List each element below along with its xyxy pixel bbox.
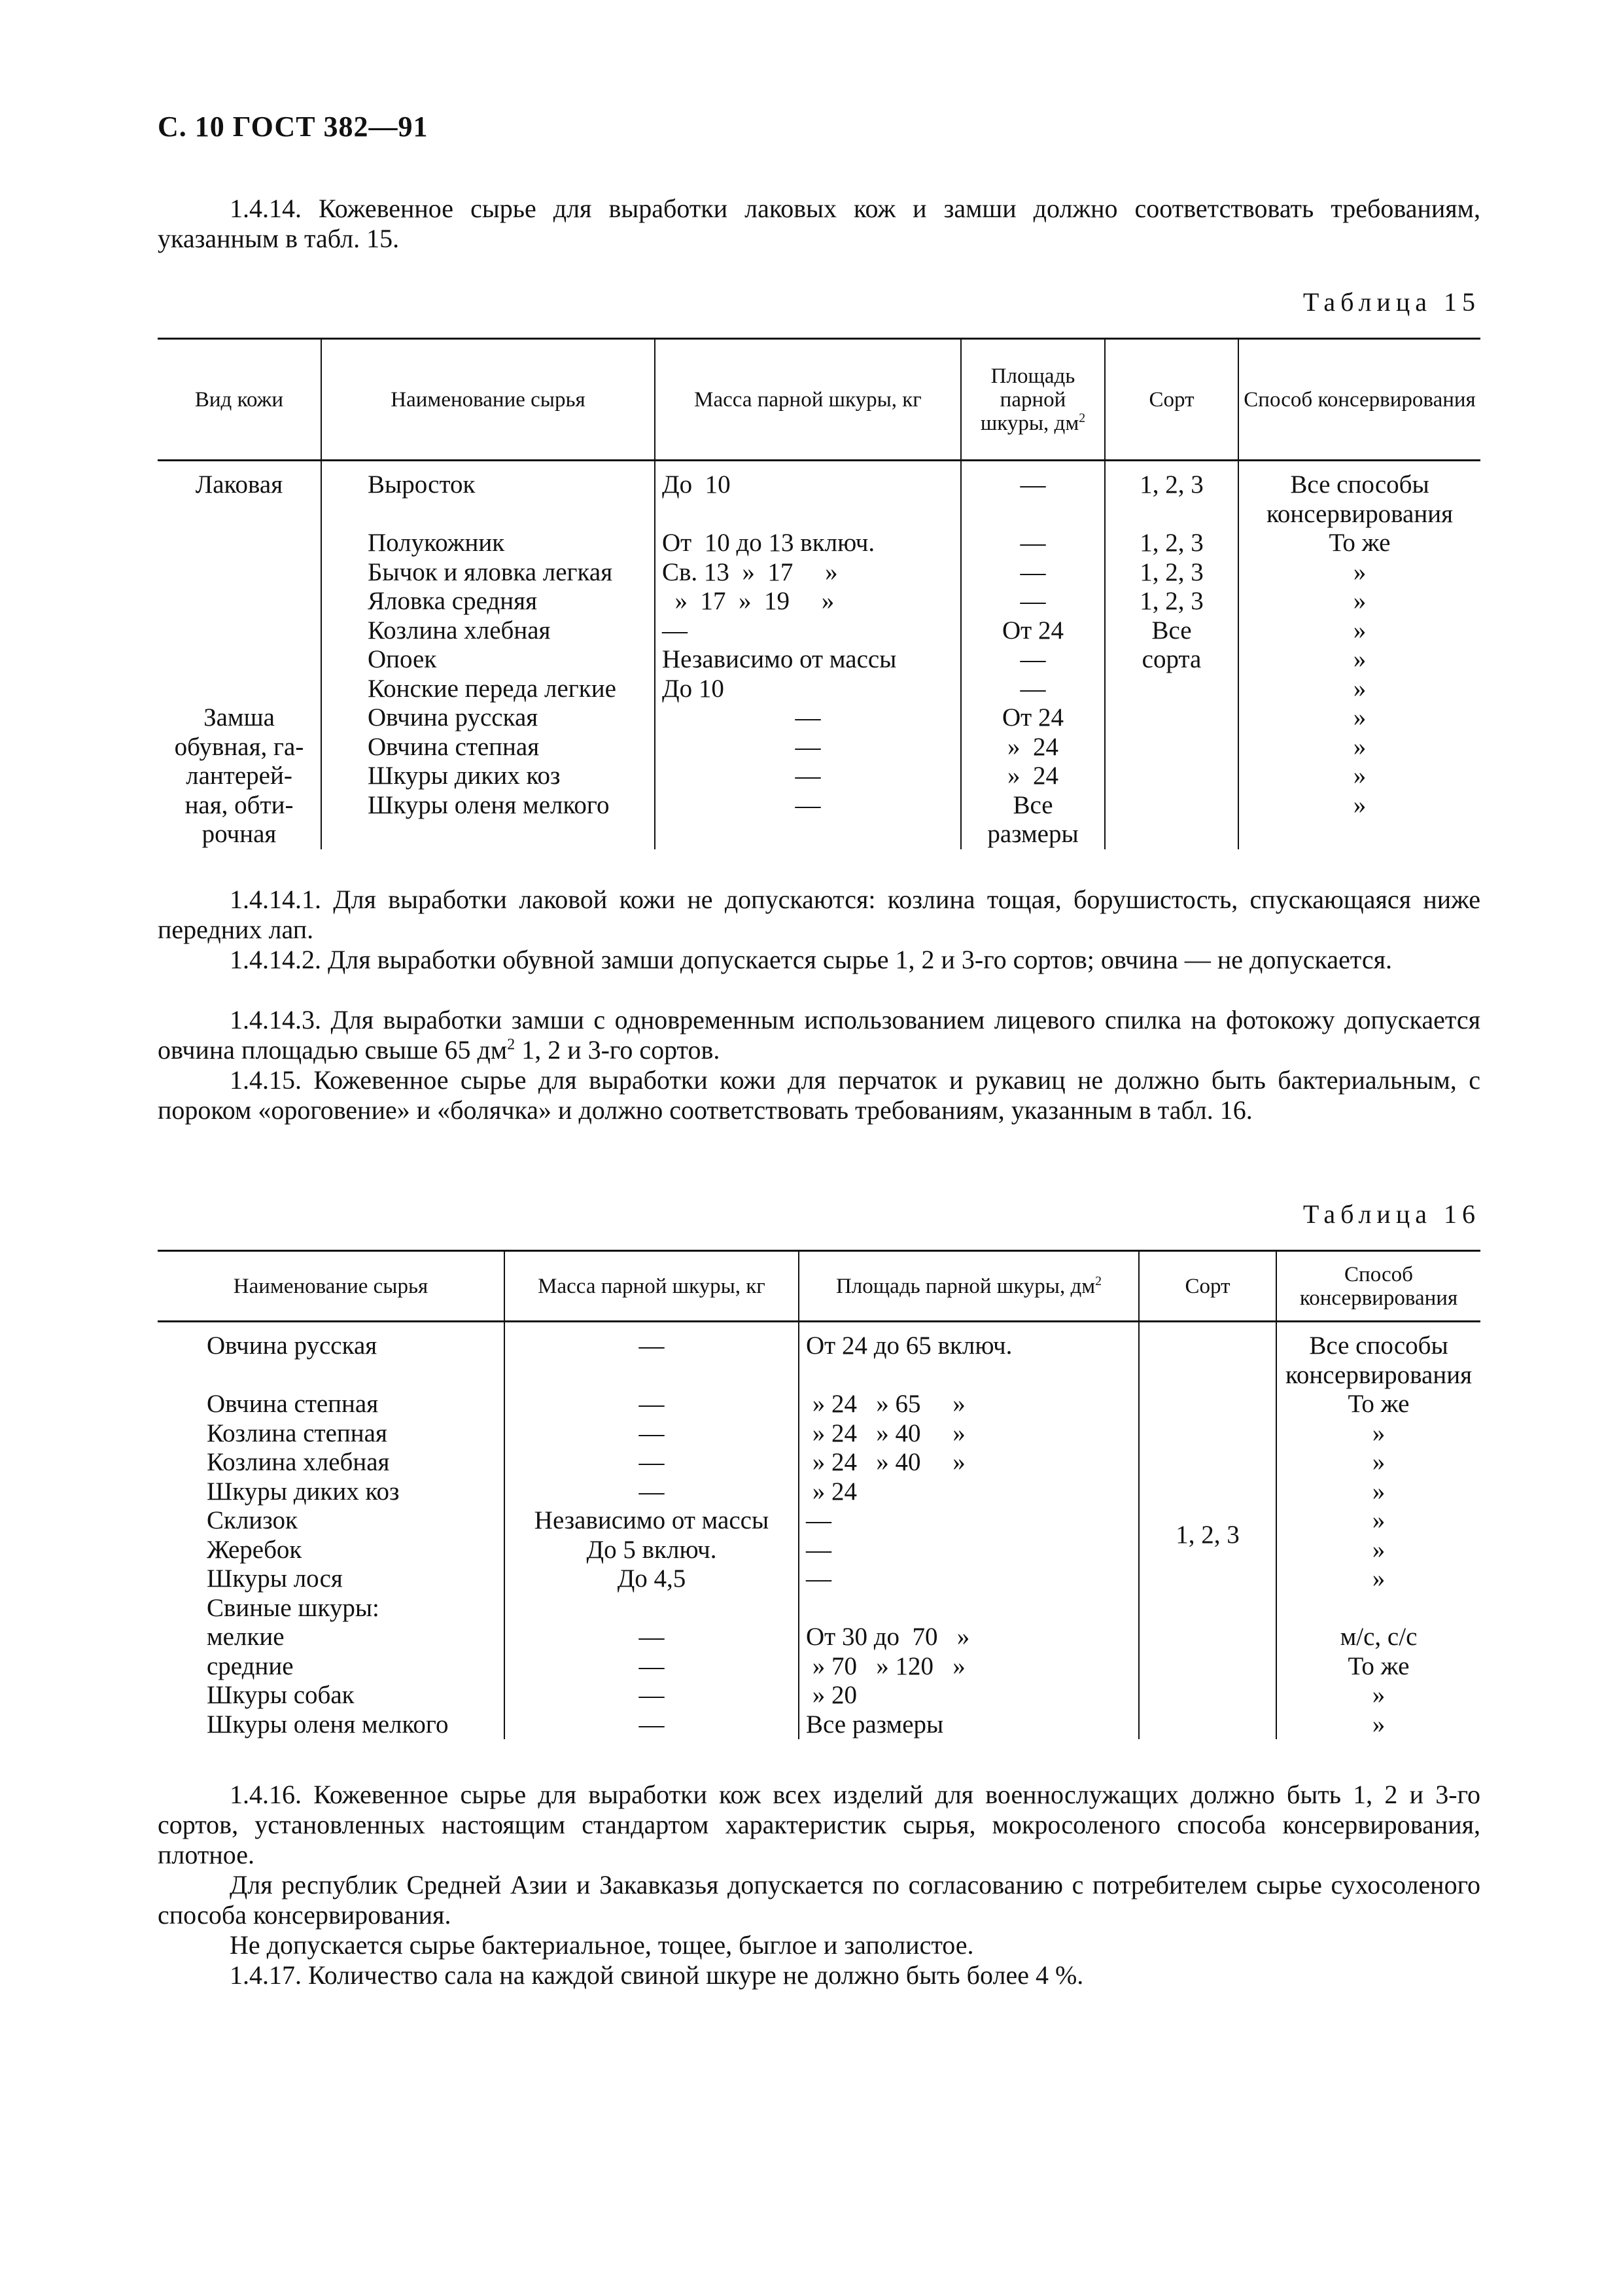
paragraph-1-4-14-3	[158, 1005, 1480, 1065]
t16-header-method: Способ консервирования	[1276, 1251, 1480, 1322]
table-16	[158, 1250, 1480, 1739]
paragraph-asia: Для республик Средней Азии и Закавказья допускается по согласованию с потребителем сырье сухосоленого способа консервирования.	[158, 1870, 1480, 1930]
t15-header-mass: Масса парной шкуры, кг	[655, 339, 961, 461]
paragraph-1-4-16: 1.4.16. Кожевенное сырье для выработки кож всех изделий для военнослужащих должно быть 1, 2 и 3-го сортов, установленных настоящим стандартом характеристик сырья, мокросоленого способа консервирования, плотное.	[158, 1780, 1480, 1869]
t15-header-area-sup: 2	[1079, 410, 1086, 425]
t16-header-mass: Масса парной шкуры, кг	[504, 1251, 799, 1322]
page-header: С. 10 ГОСТ 382—91	[158, 111, 428, 143]
paragraph-1-4-14-2: 1.4.14.2. Для выработки обувной замши допускается сырье 1, 2 и 3-го сортов; овчина — не допускается.	[230, 945, 1392, 974]
t15-col-method: Все способы консервирования То же » » » » » » » » »	[1238, 461, 1480, 849]
t15-header-kind: Вид кожи	[158, 339, 321, 461]
t16-col-name: Овчина русская Овчина степная Козлина степная Козлина хлебная Шкуры диких коз Склизок Жеребок Шкуры лося Свиные шкуры: мелкие средние Шкуры собак Шкуры оленя мелкого	[207, 1332, 449, 1739]
t15-header-area	[961, 339, 1105, 461]
table-15	[158, 338, 1480, 849]
t16-header-area-text: Площадь парной шкуры, дм	[835, 1274, 1096, 1298]
t15-header-method: Способ консервирования	[1238, 339, 1480, 461]
paragraph-1-4-17: 1.4.17. Количество сала на каждой свиной шкуре не должно быть более 4 %.	[230, 1960, 1084, 1990]
table-16-caption: Таблица 16	[1302, 1199, 1480, 1229]
t16-header-name: Наименование сырья	[158, 1251, 504, 1322]
t15-header-area-text: Площадь парной шкуры, дм	[980, 364, 1079, 435]
paragraph-1-4-14-3-tail: 1, 2 и 3-го сортов.	[515, 1035, 720, 1065]
t16-col-grade: 1, 2, 3	[1139, 1322, 1276, 1740]
t15-col-mass-top: До 10 От 10 до 13 включ. Св. 13 » 17 » » 17 » 19 » — Независимо от массы До 10	[662, 470, 897, 703]
t16-header-area-sup: 2	[1095, 1273, 1102, 1288]
t15-header-grade: Сорт	[1105, 339, 1238, 461]
table-15-caption: Таблица 15	[1302, 287, 1480, 317]
t16-header-area	[799, 1251, 1139, 1322]
t15-header-name: Наименование сырья	[321, 339, 655, 461]
t16-body-row	[158, 1322, 1480, 1740]
t15-col-area: — — — — От 24 — — От 24 » 24 » 24 Все размеры	[961, 461, 1105, 849]
t16-col-area: От 24 до 65 включ. » 24 » 65 » » 24 » 40 » » 24 » 40 » » 24 — — — От 30 до 70 » » 70 » 120 » » 20 Все размеры	[799, 1322, 1139, 1740]
paragraph-1-4-14: 1.4.14. Кожевенное сырье для выработки лаковых кож и замши должно соответствовать требованиям, указанным в табл. 15.	[158, 194, 1480, 253]
paragraph-1-4-14-3-sup: 2	[507, 1036, 515, 1053]
paragraph-1-4-14-1: 1.4.14.1. Для выработки лаковой кожи не допускаются: козлина тощая, борушистость, спускающаяся ниже передних лап.	[158, 885, 1480, 944]
t15-col-kind: Лаковая Замша обувная, га- лантерей- ная, обти- рочная	[174, 470, 304, 848]
t16-col-method: Все способы консервирования То же » » » » » » м/с, с/с То же » »	[1276, 1322, 1480, 1740]
paragraph-1-4-14-3-text: 1.4.14.3. Для выработки замши с одновременным использованием лицевого спилка на фотокожу допускается овчина площадью свыше 65 дм	[158, 1005, 1480, 1065]
t15-body-row	[158, 461, 1480, 849]
t16-header-grade: Сорт	[1139, 1251, 1276, 1322]
t16-col-mass: — — — — — Независимо от массы До 5 включ. До 4,5 — — — —	[504, 1322, 799, 1740]
t15-col-mass-bottom: — — — —	[795, 703, 821, 819]
paragraph-not-allowed: Не допускается сырье бактериальное, тощее, быглое и заполистое.	[230, 1930, 974, 1960]
paragraph-1-4-15: 1.4.15. Кожевенное сырье для выработки кожи для перчаток и рукавиц не должно быть бактериальным, с пороком «ороговение» и «болячка» и должно соответствовать требованиям, указанным в табл. 16.	[158, 1065, 1480, 1125]
t15-col-mass	[655, 461, 961, 849]
t15-col-grade: 1, 2, 3 1, 2, 3 1, 2, 3 1, 2, 3 Все сорта	[1105, 461, 1238, 849]
t15-col-name: Выросток Полукожник Бычок и яловка легкая Яловка средняя Козлина хлебная Опоек Конские переда легкие Овчина русская Овчина степная Шкуры диких коз Шкуры оленя мелкого	[321, 461, 655, 849]
